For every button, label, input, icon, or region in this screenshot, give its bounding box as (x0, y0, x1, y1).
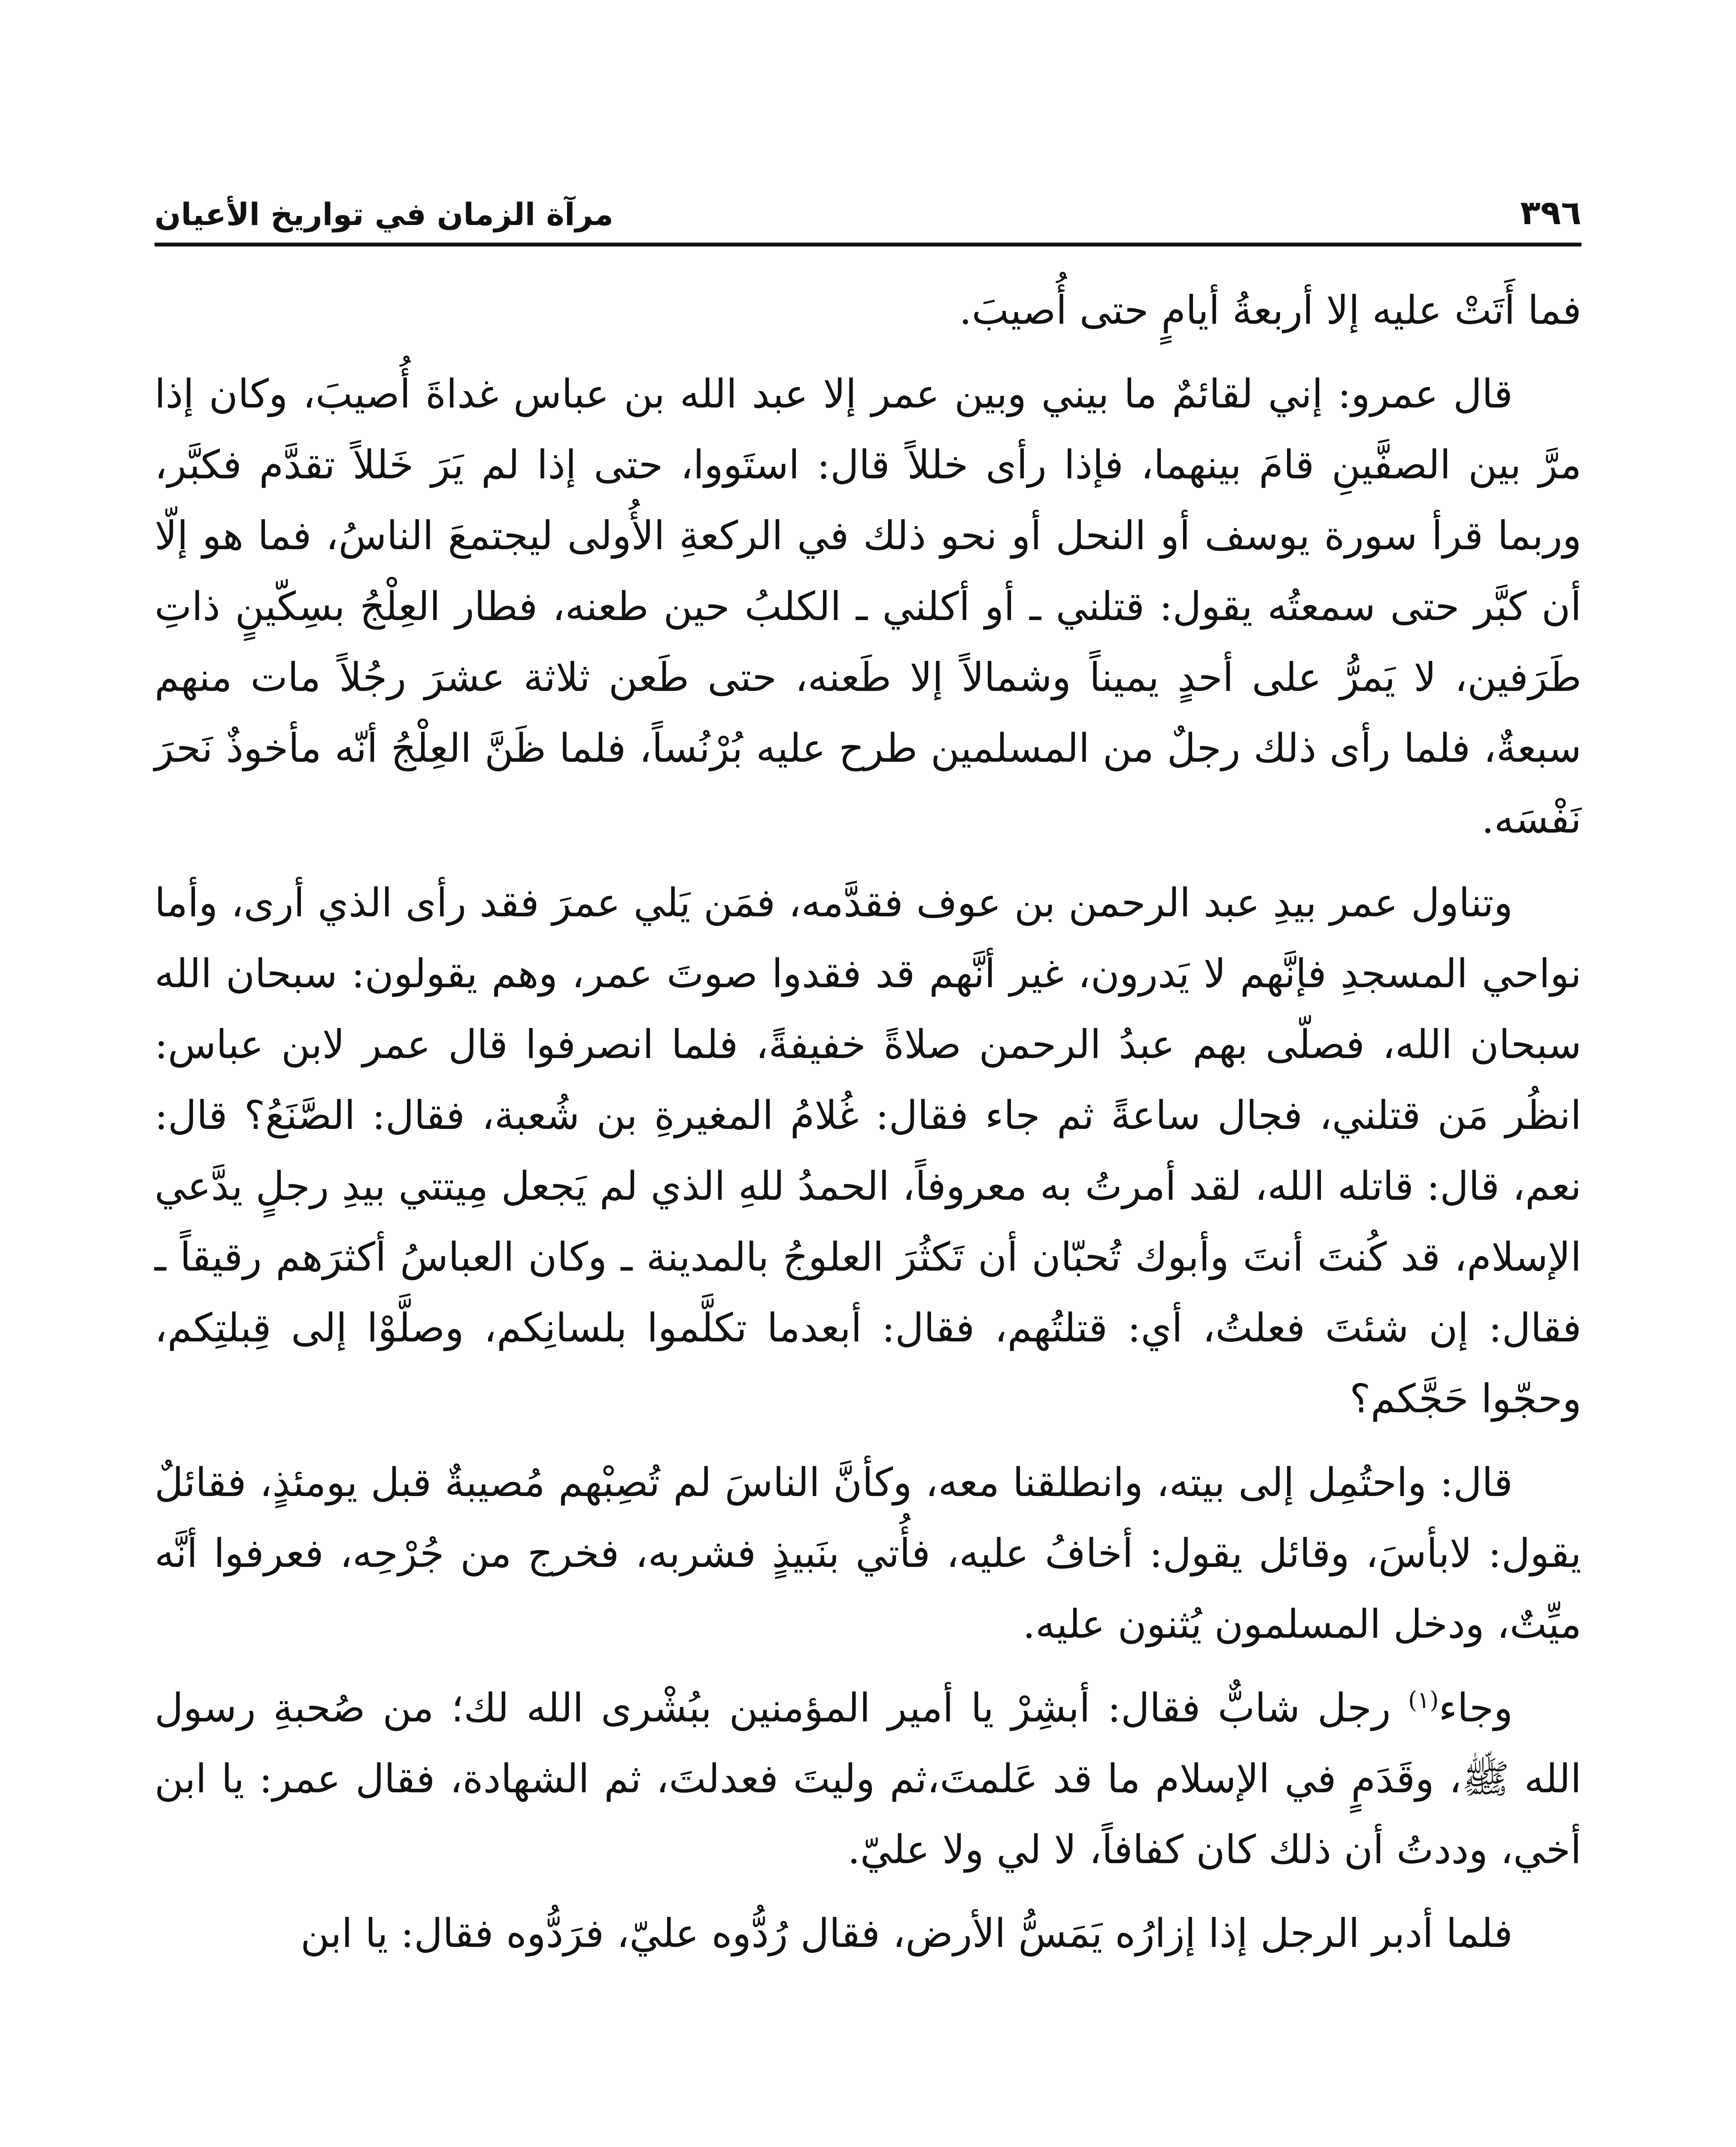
paragraph-text: فلما أدبر الرجل إذا إزارُه يَمَسُّ الأرض، فقال رُدُّوه عليّ، فرَدُّوه فقال: يا ابن (300, 1910, 1513, 1956)
paragraph-2 (155, 359, 1581, 855)
running-header (155, 170, 1581, 230)
paragraph-text: وتناول عمر بيدِ عبد الرحمن بن عوف فقدَّمه، فمَن يَلي عمرَ فقد رأى الذي أرى، وأما نواحي المسجدِ فإنَّهم لا يَدرون، غير أنَّهم قد فقدوا صوتَ عمر، وهم يقولون: سبحان الله سبحان الله، فصلّى بهم عبدُ الرحمن صلاةً خفيفةً، فلما انصرفوا قال عمر لابن عباس: انظُر مَن قتلني، فجال ساعةً ثم جاء فقال: غُلامُ المغيرةِ بن شُعبة، فقال: الصَّنَعُ؟ قال: نعم، قال: قاتله الله، لقد أمرتُ به معروفاً، الحمدُ للهِ الذي لم يَجعل مِيتتي بيدِ رجلٍ يدَّعي الإسلام، قد كُنتَ أنتَ وأبوك تُحبّان أن تَكثُرَ العلوجُ بالمدينة ـ وكان العباسُ أكثرَهم رقيقاً ـ فقال: إن شئتَ فعلتُ، أي: قتلتُهم، فقال: أبعدما تكلَّموا بلسانِكم، وصلَّوْا إلى قِبلتِكم، وحجّوا حَجَّكم؟ (155, 880, 1582, 1422)
paragraph-text: قال عمرو: إني لقائمٌ ما بيني وبين عمر إلا عبد الله بن عباس غداةَ أُصيبَ، وكان إذا مرَّ بين الصفَّينِ قامَ بينهما، فإذا رأى خللاً قال: استَووا، حتى إذا لم يَرَ خَللاً تقدَّم فكبَّر، وربما قرأ سورة يوسف أو النحل أو نحو ذلك في الركعةِ الأُولى ليجتمعَ الناسُ، فما هو إلّا أن كبَّر حتى سمعتُه يقول: قتلني ـ أو أكلني ـ الكلبُ حين طعنه، فطار العِلْجُ بسِكّينٍ ذاتِ طَرَفين، لا يَمرُّ على أحدٍ يميناً وشمالاً إلا طَعنه، حتى طَعن ثلاثة عشرَ رجُلاً مات منهم سبعةٌ، فلما رأى ذلك رجلٌ من المسلمين طرح عليه بُرْنُساً، فلما ظَنَّ العِلْجُ أنّه مأخوذٌ نَحرَ نَفْسَه. (155, 371, 1581, 842)
paragraph-3 (155, 867, 1581, 1434)
book-title: مرآة الزمان في تواريخ الأعيان (155, 196, 613, 232)
paragraph-text-start: وجاء (1439, 1685, 1513, 1731)
paragraph-1 (155, 275, 1581, 346)
paragraph-text: قال: واحتُمِل إلى بيته، وانطلقنا معه، وكأنَّ الناسَ لم تُصِبْهم مُصيبةٌ قبل يومئذٍ، فقائلٌ يقول: لابأسَ، وقائل يقول: أخافُ عليه، فأُتي بنَبيذٍ فشربه، فخرج من جُرْحِه، فعرفوا أنَّه ميِّتٌ، ودخل المسلمون يُثنون عليه. (155, 1460, 1582, 1647)
page-number: ٣٩٦ (1520, 194, 1581, 232)
header-divider (155, 243, 1581, 246)
paragraph-5 (155, 1673, 1581, 1885)
paragraph-text: فما أَتَتْ عليه إلا أربعةُ أيامٍ حتى أُصيبَ. (959, 287, 1581, 333)
main-text (155, 275, 1581, 1982)
paragraph-6 (155, 1898, 1581, 1969)
footnote-reference[interactable]: (١) (1408, 1686, 1439, 1714)
paragraph-4 (155, 1447, 1581, 1660)
paragraph-text: رجل شابٌّ فقال: أبشِرْ يا أمير المؤمنين ببُشْرى الله لك؛ من صُحبةِ رسول الله ﷺ، وقَدَمٍ في الإسلام ما قد عَلمتَ،ثم وليتَ فعدلتَ، ثم الشهادة، فقال عمر: يا ابن أخي، وددتُ أن ذلك كان كفافاً، لا لي ولا عليّ. (155, 1685, 1581, 1873)
